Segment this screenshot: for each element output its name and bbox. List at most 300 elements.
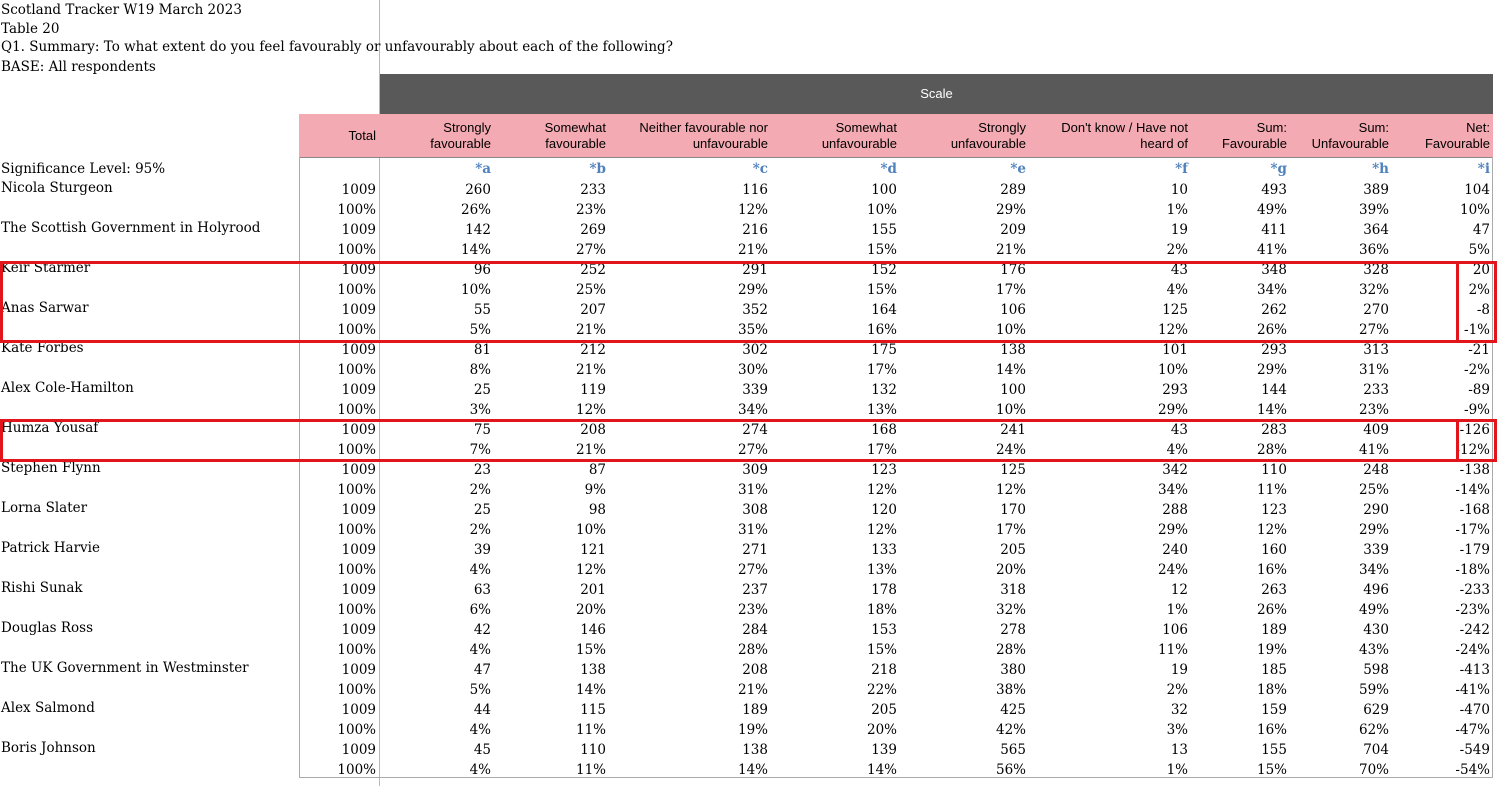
count-cell-total: 1009	[341, 182, 376, 198]
count-cell-neither: 284	[742, 622, 768, 638]
percent-cell-total: 100%	[337, 602, 376, 618]
percent-cell-somewhat-favourable: 25%	[575, 282, 606, 298]
count-cell-neither: 309	[742, 462, 768, 478]
count-cell-sum-favourable: 123	[1261, 502, 1287, 518]
count-cell-total: 1009	[341, 702, 376, 718]
percent-cell-net-favourable: -47%	[1455, 722, 1490, 738]
count-cell-dont-know: 106	[1162, 622, 1188, 638]
column-header-line: Favourable	[1221, 135, 1287, 151]
row-label: The Scottish Government in Holyrood	[1, 220, 261, 236]
count-cell-net-favourable: -138	[1459, 462, 1490, 478]
percent-cell-total: 100%	[337, 362, 376, 378]
count-cell-dont-know: 293	[1162, 382, 1188, 398]
count-cell-sum-favourable: 159	[1261, 702, 1287, 718]
count-cell-neither: 216	[742, 222, 768, 238]
count-cell-sum-unfavourable: 389	[1363, 182, 1389, 198]
percent-cell-total: 100%	[337, 562, 376, 578]
count-cell-somewhat-favourable: 252	[580, 262, 606, 278]
count-cell-net-favourable: 20	[1472, 262, 1490, 278]
count-cell-somewhat-unfavourable: 168	[871, 422, 897, 438]
percent-cell-somewhat-favourable: 12%	[575, 562, 606, 578]
sig-letter-somewhat-unfavourable: *d	[880, 161, 897, 177]
row-label: Lorna Slater	[1, 500, 88, 516]
row-label: Alex Cole-Hamilton	[1, 380, 134, 396]
percent-cell-strongly-unfavourable: 12%	[995, 482, 1026, 498]
percent-cell-net-favourable: -23%	[1455, 602, 1490, 618]
percent-cell-total: 100%	[337, 642, 376, 658]
count-cell-strongly-unfavourable: 380	[1000, 662, 1026, 678]
question-text: Q1. Summary: To what extent do you feel favourably or unfavourably about each of the following?	[1, 39, 673, 55]
count-cell-total: 1009	[341, 302, 376, 318]
count-cell-strongly-favourable: 47	[473, 662, 491, 678]
percent-cell-sum-unfavourable: 36%	[1358, 242, 1389, 258]
percent-cell-net-favourable: -24%	[1455, 642, 1490, 658]
percent-cell-sum-favourable: 11%	[1256, 482, 1287, 498]
column-header-total	[300, 114, 376, 157]
percent-cell-dont-know: 11%	[1157, 642, 1188, 658]
percent-cell-sum-favourable: 15%	[1256, 762, 1287, 778]
count-cell-dont-know: 10	[1170, 182, 1188, 198]
percent-cell-somewhat-unfavourable: 20%	[866, 722, 897, 738]
report-title: Scotland Tracker W19 March 2023	[1, 2, 242, 18]
count-cell-somewhat-unfavourable: 120	[871, 502, 897, 518]
column-header-line: Favourable	[1424, 135, 1490, 151]
percent-cell-somewhat-favourable: 27%	[575, 242, 606, 258]
count-cell-sum-favourable: 348	[1261, 262, 1287, 278]
percent-cell-neither: 23%	[737, 602, 768, 618]
sig-letter-strongly-favourable: *a	[475, 161, 491, 177]
column-header-line: Sum:	[1256, 119, 1287, 135]
column-header-line: Total	[348, 127, 376, 143]
percent-cell-strongly-unfavourable: 38%	[995, 682, 1026, 698]
significance-label: Significance Level: 95%	[1, 161, 166, 177]
percent-cell-sum-favourable: 12%	[1256, 522, 1287, 538]
percent-cell-dont-know: 1%	[1166, 602, 1188, 618]
percent-cell-somewhat-unfavourable: 22%	[866, 682, 897, 698]
percent-cell-somewhat-favourable: 14%	[575, 682, 606, 698]
count-cell-somewhat-favourable: 212	[580, 342, 606, 358]
count-cell-total: 1009	[341, 542, 376, 558]
percent-cell-sum-favourable: 14%	[1256, 402, 1287, 418]
count-cell-somewhat-unfavourable: 155	[871, 222, 897, 238]
percent-cell-strongly-favourable: 6%	[469, 602, 491, 618]
percent-cell-neither: 31%	[737, 522, 768, 538]
count-cell-net-favourable: -168	[1459, 502, 1490, 518]
count-cell-strongly-favourable: 42	[473, 622, 491, 638]
count-cell-strongly-unfavourable: 205	[1000, 542, 1026, 558]
count-cell-strongly-unfavourable: 241	[1000, 422, 1026, 438]
percent-cell-somewhat-favourable: 23%	[575, 202, 606, 218]
percent-cell-strongly-unfavourable: 24%	[995, 442, 1026, 458]
percent-cell-strongly-unfavourable: 28%	[995, 642, 1026, 658]
scale-header: Scale	[380, 74, 1493, 114]
percent-cell-sum-unfavourable: 25%	[1358, 482, 1389, 498]
count-cell-strongly-favourable: 39	[473, 542, 491, 558]
count-cell-net-favourable: -470	[1459, 702, 1490, 718]
percent-cell-net-favourable: -17%	[1455, 522, 1490, 538]
percent-cell-strongly-favourable: 4%	[469, 562, 491, 578]
count-cell-dont-know: 342	[1162, 462, 1188, 478]
percent-cell-neither: 12%	[737, 202, 768, 218]
percent-cell-sum-unfavourable: 70%	[1358, 762, 1389, 778]
count-cell-dont-know: 19	[1170, 222, 1188, 238]
percent-cell-strongly-favourable: 26%	[460, 202, 491, 218]
percent-cell-strongly-unfavourable: 42%	[995, 722, 1026, 738]
count-cell-net-favourable: -242	[1459, 622, 1490, 638]
count-cell-neither: 208	[742, 662, 768, 678]
row-label: Kate Forbes	[1, 340, 84, 356]
count-cell-neither: 308	[742, 502, 768, 518]
column-header-line: unfavourable	[692, 135, 768, 151]
percent-cell-sum-favourable: 18%	[1256, 682, 1287, 698]
percent-cell-dont-know: 1%	[1166, 202, 1188, 218]
sig-letter-neither: *c	[752, 161, 768, 177]
count-cell-strongly-favourable: 25	[473, 382, 491, 398]
count-cell-dont-know: 32	[1170, 702, 1188, 718]
percent-cell-dont-know: 1%	[1166, 762, 1188, 778]
count-cell-sum-unfavourable: 629	[1363, 702, 1389, 718]
percent-cell-somewhat-unfavourable: 12%	[866, 482, 897, 498]
percent-cell-somewhat-favourable: 11%	[575, 762, 606, 778]
count-cell-somewhat-favourable: 98	[588, 502, 606, 518]
row-label: Stephen Flynn	[1, 460, 101, 476]
count-cell-somewhat-favourable: 119	[580, 382, 606, 398]
count-cell-net-favourable: -126	[1459, 422, 1490, 438]
percent-cell-dont-know: 12%	[1157, 322, 1188, 338]
count-cell-dont-know: 19	[1170, 662, 1188, 678]
percent-cell-sum-unfavourable: 32%	[1358, 282, 1389, 298]
percent-cell-sum-favourable: 28%	[1256, 442, 1287, 458]
percent-cell-total: 100%	[337, 282, 376, 298]
percent-cell-strongly-unfavourable: 20%	[995, 562, 1026, 578]
count-cell-strongly-favourable: 75	[473, 422, 491, 438]
column-header-strongly-favourable	[380, 114, 491, 157]
count-cell-strongly-unfavourable: 289	[1000, 182, 1026, 198]
column-header-line: Sum:	[1358, 119, 1389, 135]
count-cell-net-favourable: -233	[1459, 582, 1490, 598]
count-cell-neither: 116	[742, 182, 768, 198]
column-header-neither	[607, 114, 768, 157]
column-header-line: Net:	[1466, 119, 1490, 135]
count-cell-somewhat-unfavourable: 133	[871, 542, 897, 558]
count-cell-neither: 291	[742, 262, 768, 278]
percent-cell-total: 100%	[337, 522, 376, 538]
percent-cell-strongly-favourable: 5%	[469, 322, 491, 338]
percent-cell-strongly-unfavourable: 32%	[995, 602, 1026, 618]
count-cell-strongly-unfavourable: 425	[1000, 702, 1026, 718]
count-cell-strongly-unfavourable: 106	[1000, 302, 1026, 318]
column-header-net-favourable	[1390, 114, 1490, 157]
count-cell-neither: 237	[742, 582, 768, 598]
row-label: Keir Starmer	[1, 260, 91, 276]
percent-cell-strongly-unfavourable: 17%	[995, 522, 1026, 538]
count-cell-strongly-unfavourable: 138	[1000, 342, 1026, 358]
row-label: Alex Salmond	[1, 700, 95, 716]
count-cell-strongly-unfavourable: 209	[1000, 222, 1026, 238]
percent-cell-dont-know: 4%	[1166, 282, 1188, 298]
count-cell-total: 1009	[341, 662, 376, 678]
percent-cell-total: 100%	[337, 202, 376, 218]
count-cell-somewhat-favourable: 269	[580, 222, 606, 238]
column-header-line: Unfavourable	[1311, 135, 1389, 151]
row-label: Humza Yousaf	[1, 420, 99, 436]
percent-cell-dont-know: 29%	[1157, 402, 1188, 418]
percent-cell-neither: 21%	[737, 242, 768, 258]
count-cell-strongly-unfavourable: 100	[1000, 382, 1026, 398]
table-number: Table 20	[1, 21, 60, 37]
column-header-line: unfavourable	[821, 135, 897, 151]
count-cell-sum-favourable: 283	[1261, 422, 1287, 438]
sig-letter-somewhat-favourable: *b	[589, 161, 606, 177]
percent-cell-somewhat-unfavourable: 17%	[866, 362, 897, 378]
count-cell-total: 1009	[341, 742, 376, 758]
percent-cell-somewhat-favourable: 20%	[575, 602, 606, 618]
count-cell-dont-know: 288	[1162, 502, 1188, 518]
count-cell-dont-know: 43	[1170, 262, 1188, 278]
count-cell-sum-favourable: 263	[1261, 582, 1287, 598]
count-cell-strongly-favourable: 96	[473, 262, 491, 278]
percent-cell-total: 100%	[337, 442, 376, 458]
count-cell-sum-unfavourable: 328	[1363, 262, 1389, 278]
count-cell-neither: 274	[742, 422, 768, 438]
percent-cell-net-favourable: -2%	[1464, 362, 1490, 378]
percent-cell-strongly-unfavourable: 21%	[995, 242, 1026, 258]
percent-cell-neither: 14%	[737, 762, 768, 778]
count-cell-somewhat-unfavourable: 218	[871, 662, 897, 678]
percent-cell-net-favourable: 10%	[1459, 202, 1490, 218]
percent-cell-neither: 34%	[737, 402, 768, 418]
percent-cell-net-favourable: -12%	[1455, 442, 1490, 458]
count-cell-somewhat-unfavourable: 139	[871, 742, 897, 758]
count-cell-total: 1009	[341, 262, 376, 278]
count-cell-sum-favourable: 411	[1261, 222, 1287, 238]
percent-cell-dont-know: 2%	[1166, 242, 1188, 258]
count-cell-sum-favourable: 155	[1261, 742, 1287, 758]
count-cell-somewhat-favourable: 201	[580, 582, 606, 598]
count-cell-net-favourable: -179	[1459, 542, 1490, 558]
count-cell-sum-favourable: 189	[1261, 622, 1287, 638]
percent-cell-somewhat-favourable: 21%	[575, 362, 606, 378]
row-label: Patrick Harvie	[1, 540, 100, 556]
count-cell-sum-unfavourable: 248	[1363, 462, 1389, 478]
count-cell-strongly-favourable: 23	[473, 462, 491, 478]
count-cell-total: 1009	[341, 502, 376, 518]
percent-cell-somewhat-unfavourable: 13%	[866, 402, 897, 418]
count-cell-total: 1009	[341, 462, 376, 478]
percent-cell-somewhat-unfavourable: 16%	[866, 322, 897, 338]
percent-cell-sum-favourable: 19%	[1256, 642, 1287, 658]
percent-cell-neither: 30%	[737, 362, 768, 378]
percent-cell-strongly-favourable: 4%	[469, 642, 491, 658]
percent-cell-somewhat-favourable: 12%	[575, 402, 606, 418]
column-header-somewhat-unfavourable	[769, 114, 897, 157]
percent-cell-strongly-unfavourable: 29%	[995, 202, 1026, 218]
count-cell-somewhat-favourable: 233	[580, 182, 606, 198]
percent-cell-total: 100%	[337, 762, 376, 778]
column-header-sum-favourable	[1189, 114, 1287, 157]
percent-cell-somewhat-unfavourable: 15%	[866, 282, 897, 298]
percent-cell-total: 100%	[337, 402, 376, 418]
sig-letter-total	[300, 159, 376, 179]
column-header-sum-unfavourable	[1288, 114, 1389, 157]
count-cell-net-favourable: -413	[1459, 662, 1490, 678]
percent-cell-strongly-favourable: 4%	[469, 762, 491, 778]
count-cell-strongly-unfavourable: 125	[1000, 462, 1026, 478]
percent-cell-strongly-favourable: 8%	[469, 362, 491, 378]
percent-cell-sum-unfavourable: 59%	[1358, 682, 1389, 698]
percent-cell-somewhat-favourable: 21%	[575, 322, 606, 338]
percent-cell-sum-unfavourable: 62%	[1358, 722, 1389, 738]
count-cell-neither: 271	[742, 542, 768, 558]
count-cell-sum-unfavourable: 496	[1363, 582, 1389, 598]
count-cell-neither: 352	[742, 302, 768, 318]
column-header-line: Neither favourable nor	[639, 119, 768, 135]
percent-cell-somewhat-unfavourable: 14%	[866, 762, 897, 778]
column-header-line: Somewhat	[835, 119, 897, 135]
percent-cell-neither: 29%	[737, 282, 768, 298]
percent-cell-somewhat-unfavourable: 10%	[866, 202, 897, 218]
count-cell-somewhat-unfavourable: 205	[871, 702, 897, 718]
percent-cell-dont-know: 34%	[1157, 482, 1188, 498]
count-cell-total: 1009	[341, 622, 376, 638]
percent-cell-strongly-favourable: 3%	[469, 402, 491, 418]
percent-cell-strongly-favourable: 7%	[469, 442, 491, 458]
count-cell-strongly-unfavourable: 278	[1000, 622, 1026, 638]
percent-cell-somewhat-unfavourable: 12%	[866, 522, 897, 538]
percent-cell-net-favourable: 5%	[1468, 242, 1490, 258]
percent-cell-strongly-favourable: 5%	[469, 682, 491, 698]
count-cell-total: 1009	[341, 342, 376, 358]
percent-cell-total: 100%	[337, 722, 376, 738]
row-label: The UK Government in Westminster	[1, 660, 249, 676]
percent-cell-sum-unfavourable: 39%	[1358, 202, 1389, 218]
count-cell-somewhat-unfavourable: 123	[871, 462, 897, 478]
percent-cell-somewhat-favourable: 9%	[584, 482, 606, 498]
percent-cell-strongly-unfavourable: 14%	[995, 362, 1026, 378]
percent-cell-sum-unfavourable: 41%	[1358, 442, 1389, 458]
column-header-line: favourable	[430, 135, 491, 151]
percent-cell-dont-know: 10%	[1157, 362, 1188, 378]
percent-cell-neither: 19%	[737, 722, 768, 738]
count-cell-somewhat-unfavourable: 153	[871, 622, 897, 638]
percent-cell-sum-favourable: 29%	[1256, 362, 1287, 378]
count-cell-sum-favourable: 262	[1261, 302, 1287, 318]
count-cell-net-favourable: -549	[1459, 742, 1490, 758]
percent-cell-somewhat-unfavourable: 15%	[866, 242, 897, 258]
count-cell-total: 1009	[341, 422, 376, 438]
percent-cell-total: 100%	[337, 322, 376, 338]
column-header-line: heard of	[1140, 135, 1188, 151]
count-cell-strongly-favourable: 55	[473, 302, 491, 318]
count-cell-sum-unfavourable: 339	[1363, 542, 1389, 558]
count-cell-sum-favourable: 293	[1261, 342, 1287, 358]
column-header-line: favourable	[545, 135, 606, 151]
column-header-line: Somewhat	[544, 119, 606, 135]
percent-cell-somewhat-unfavourable: 13%	[866, 562, 897, 578]
column-header-line: Don't know / Have not	[1061, 119, 1188, 135]
count-cell-strongly-favourable: 45	[473, 742, 491, 758]
percent-cell-sum-favourable: 41%	[1256, 242, 1287, 258]
count-cell-sum-unfavourable: 233	[1363, 382, 1389, 398]
percent-cell-neither: 28%	[737, 642, 768, 658]
count-cell-net-favourable: -89	[1468, 382, 1490, 398]
sig-letter-dont-know: *f	[1175, 161, 1188, 177]
count-cell-dont-know: 240	[1162, 542, 1188, 558]
percent-cell-strongly-unfavourable: 56%	[995, 762, 1026, 778]
count-cell-somewhat-favourable: 208	[580, 422, 606, 438]
count-cell-sum-unfavourable: 364	[1363, 222, 1389, 238]
count-cell-strongly-favourable: 81	[473, 342, 491, 358]
percent-cell-net-favourable: -54%	[1455, 762, 1490, 778]
count-cell-net-favourable: -8	[1476, 302, 1490, 318]
column-header-somewhat-favourable	[492, 114, 606, 157]
count-cell-somewhat-unfavourable: 178	[871, 582, 897, 598]
count-cell-neither: 302	[742, 342, 768, 358]
percent-cell-sum-unfavourable: 49%	[1358, 602, 1389, 618]
count-cell-strongly-favourable: 260	[465, 182, 491, 198]
percent-cell-sum-favourable: 26%	[1256, 322, 1287, 338]
count-cell-somewhat-favourable: 121	[580, 542, 606, 558]
percent-cell-somewhat-unfavourable: 18%	[866, 602, 897, 618]
count-cell-sum-unfavourable: 430	[1363, 622, 1389, 638]
sig-letter-net-favourable: *i	[1477, 161, 1490, 177]
sig-letter-strongly-unfavourable: *e	[1010, 161, 1026, 177]
percent-cell-strongly-unfavourable: 10%	[995, 322, 1026, 338]
count-cell-net-favourable: 47	[1472, 222, 1490, 238]
percent-cell-dont-know: 3%	[1166, 722, 1188, 738]
percent-cell-neither: 27%	[737, 442, 768, 458]
count-cell-somewhat-unfavourable: 164	[871, 302, 897, 318]
count-cell-somewhat-unfavourable: 152	[871, 262, 897, 278]
percent-cell-somewhat-unfavourable: 15%	[866, 642, 897, 658]
percent-cell-total: 100%	[337, 242, 376, 258]
percent-cell-strongly-favourable: 4%	[469, 722, 491, 738]
count-cell-total: 1009	[341, 582, 376, 598]
count-cell-somewhat-unfavourable: 175	[871, 342, 897, 358]
percent-cell-net-favourable: -41%	[1455, 682, 1490, 698]
count-cell-strongly-unfavourable: 318	[1000, 582, 1026, 598]
percent-cell-dont-know: 29%	[1157, 522, 1188, 538]
percent-cell-net-favourable: 2%	[1468, 282, 1490, 298]
count-cell-somewhat-favourable: 207	[580, 302, 606, 318]
row-label: Douglas Ross	[1, 620, 94, 636]
base-text: BASE: All respondents	[1, 59, 156, 75]
percent-cell-net-favourable: -18%	[1455, 562, 1490, 578]
column-header-line: unfavourable	[950, 135, 1026, 151]
percent-cell-sum-favourable: 26%	[1256, 602, 1287, 618]
count-cell-dont-know: 12	[1170, 582, 1188, 598]
count-cell-strongly-favourable: 44	[473, 702, 491, 718]
count-cell-sum-favourable: 185	[1261, 662, 1287, 678]
column-header-strongly-unfavourable	[898, 114, 1026, 157]
percent-cell-sum-unfavourable: 34%	[1358, 562, 1389, 578]
percent-cell-strongly-favourable: 2%	[469, 482, 491, 498]
percent-cell-sum-unfavourable: 27%	[1358, 322, 1389, 338]
percent-cell-sum-favourable: 16%	[1256, 722, 1287, 738]
count-cell-sum-unfavourable: 598	[1363, 662, 1389, 678]
count-cell-sum-unfavourable: 290	[1363, 502, 1389, 518]
count-cell-total: 1009	[341, 382, 376, 398]
count-cell-strongly-favourable: 25	[473, 502, 491, 518]
percent-cell-dont-know: 24%	[1157, 562, 1188, 578]
percent-cell-neither: 21%	[737, 682, 768, 698]
count-cell-somewhat-unfavourable: 132	[871, 382, 897, 398]
percent-cell-sum-unfavourable: 31%	[1358, 362, 1389, 378]
row-label: Rishi Sunak	[1, 580, 83, 596]
sig-letter-sum-favourable: *g	[1270, 161, 1287, 177]
percent-cell-net-favourable: -1%	[1464, 322, 1490, 338]
count-cell-sum-unfavourable: 409	[1363, 422, 1389, 438]
